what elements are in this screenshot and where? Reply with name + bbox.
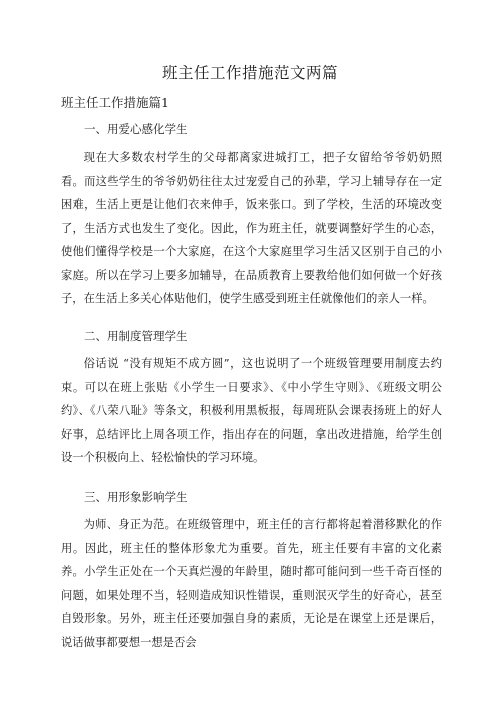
section-heading-3: 三、用形象影响学生 (84, 490, 188, 504)
section-paragraph-1: 现在大多数农村学生的父母都离家进城打工，把子女留给爷爷奶奶照看。而这些学生的爷爷奶奶往往太过宠爱自己的孙辈，学习上辅导存在一定困难，生活上更是让他们衣来伸手，饭来张口。到了学校，生活的环境改变了，生活方式也发生了变化。因此，作为班主任，就要调整好学生的心态，使他们懂得学校是一个大家庭，在这个大家庭里学习生活又区别于自己的小家庭。所以在学习上要多加辅导，在品质教育上要教给他们如何做一个好孩子，在生活上多关心体贴他们，使学生感受到班主任就像他们的亲人一样。 (61, 151, 442, 305)
document-title: 班主任工作措施范文两篇 (161, 64, 338, 82)
section-paragraph-3: 为师、身正为范。在班级管理中，班主任的言行都将起着潜移默化的作用。因此，班主任的整体形象尤为重要。首先，班主任要有丰富的文化素养。小学生正处在一个天真烂漫的年龄里，随时都可能问到一些千奇百怪的问题，如果处理不当，轻则造成知识性错误，重则泯灭学生的好奇心，甚至自毁形象。另外，班主任还要加强自身的素质，无论是在课堂上还是课后，说话做事都要想一想是否会 (61, 518, 442, 649)
document-subtitle: 班主任工作措施篇1 (61, 95, 169, 110)
section-paragraph-2: 俗话说 “没有规矩不成方圆”，这也说明了一个班级管理要用制度去约束。可以在班上张贴《小学生一日要求》、《中小学生守则》、《班级文明公约》、《八荣八耻》等条文，积极利用黑板报，每周班队会课表扬班上的好人好事，总结评比上周各项工作，指出存在的问题，拿出改进措施，给学生创设一个积极向上、轻松愉快的学习环境。 (61, 357, 442, 464)
section-heading-2: 二、用制度管理学生 (84, 329, 188, 343)
section-heading-1: 一、用爱心感化学生 (84, 122, 188, 136)
